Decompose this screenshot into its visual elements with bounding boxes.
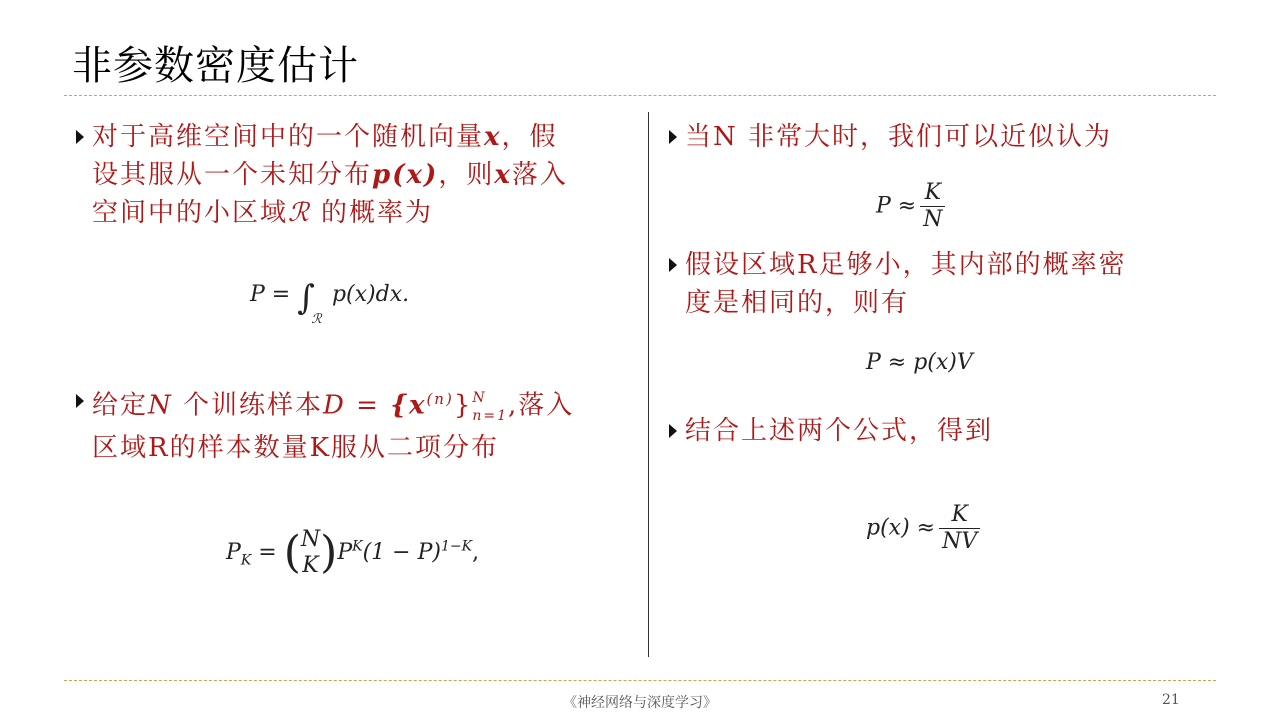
bullet-text: 对于高维空间中的一个随机向量 — [92, 122, 485, 152]
formula-lhs: P = — [250, 282, 291, 307]
formula-density-estimate — [866, 502, 980, 555]
formula-equals: = — [258, 540, 277, 565]
formula-term: P — [337, 540, 353, 565]
page-number: 21 — [1162, 692, 1180, 708]
formula-lhs: P — [226, 540, 241, 565]
math-superscript: (n) — [426, 390, 454, 408]
bullet-text: ，则 — [438, 160, 495, 190]
bullet-line: 当N 非常大时，我们可以近似认为 — [685, 122, 1113, 152]
math-D: D — [323, 390, 346, 421]
bullet-small-region — [685, 246, 1205, 322]
formula-P-approx-pxV: P ≈ p(x)V — [866, 350, 973, 375]
math-px: p(x) — [372, 160, 439, 190]
bullet-line — [92, 194, 637, 232]
math-N: N — [148, 390, 173, 421]
math-equals: = — [345, 390, 391, 421]
math-limits — [472, 389, 508, 425]
integral-sign — [297, 278, 322, 327]
binom-bottom: K — [302, 553, 319, 578]
formula-tail: , — [472, 540, 480, 565]
binomial-coefficient — [301, 527, 320, 579]
bullet-arrow-icon — [76, 394, 84, 408]
formula-exponent: 1−K — [440, 538, 473, 555]
fraction — [939, 502, 980, 555]
bullet-arrow-icon — [669, 258, 677, 272]
formula-body: p(x)dx. — [331, 282, 410, 307]
math-x: x — [494, 160, 512, 190]
math-set-close: } — [453, 390, 473, 421]
title-divider — [64, 95, 1216, 96]
binom-close-paren: ) — [320, 527, 338, 578]
bullet-high-dim-vector — [92, 118, 637, 232]
math-lower-limit: n=1 — [472, 407, 509, 424]
integral-symbol: ∫ — [297, 278, 315, 318]
bullet-line: 假设区域R足够小，其内部的概率密 — [685, 250, 1127, 280]
footer-book-title: 《神经网络与深度学习》 — [563, 695, 717, 711]
bullet-text: 落入 — [511, 160, 568, 190]
math-x: x — [484, 122, 502, 152]
bullet-text: ,落入 — [508, 390, 575, 421]
fraction-numerator: K — [920, 180, 945, 207]
bullet-line — [92, 156, 637, 194]
bullet-arrow-icon — [669, 130, 677, 144]
fraction-numerator: K — [939, 502, 980, 529]
formula-term: (1 − P) — [362, 540, 441, 565]
bullet-text: 给定 — [92, 390, 149, 421]
slide-title: 非参数密度估计 — [72, 43, 359, 89]
bullet-text: 个训练样本 — [172, 390, 324, 421]
bullet-large-N — [685, 118, 1205, 156]
fraction — [920, 180, 945, 233]
formula-binomial — [226, 527, 479, 579]
formula-lhs: P ≈ — [876, 193, 917, 219]
math-upper-limit: N — [472, 389, 487, 406]
bullet-line: 度是相同的，则有 — [685, 288, 910, 318]
fraction-denominator: N — [923, 207, 943, 232]
math-set-open: {x — [390, 390, 427, 421]
footer-divider — [64, 680, 1216, 681]
bullet-line — [92, 118, 637, 156]
bullet-arrow-icon — [669, 424, 677, 438]
bullet-text: 设其服从一个未知分布 — [92, 160, 373, 190]
formula-probability-integral — [250, 278, 410, 327]
bullet-line — [92, 376, 637, 429]
bullet-arrow-icon — [76, 130, 84, 144]
integral-subscript: ℛ — [311, 312, 322, 327]
bullet-text: 的概率为 — [310, 198, 434, 228]
binom-top: N — [300, 527, 321, 552]
fraction-denominator: NV — [942, 529, 978, 554]
binom-open-paren: ( — [283, 527, 301, 578]
formula-P-approx-K-over-N — [876, 180, 945, 233]
bullet-text: ，假 — [501, 122, 558, 152]
bullet-line: 区域R的样本数量K服从二项分布 — [92, 432, 500, 463]
bullet-text: 空间中的小区域 — [92, 198, 289, 228]
math-region: ℛ — [288, 198, 311, 228]
bullet-line: 结合上述两个公式，得到 — [685, 416, 994, 446]
formula-lhs: p(x) ≈ — [866, 515, 936, 541]
column-divider — [648, 112, 649, 657]
bullet-combine — [685, 412, 1205, 450]
bullet-training-samples — [92, 376, 637, 467]
formula-lhs-subscript: K — [240, 552, 252, 569]
formula-exponent: K — [352, 538, 363, 555]
